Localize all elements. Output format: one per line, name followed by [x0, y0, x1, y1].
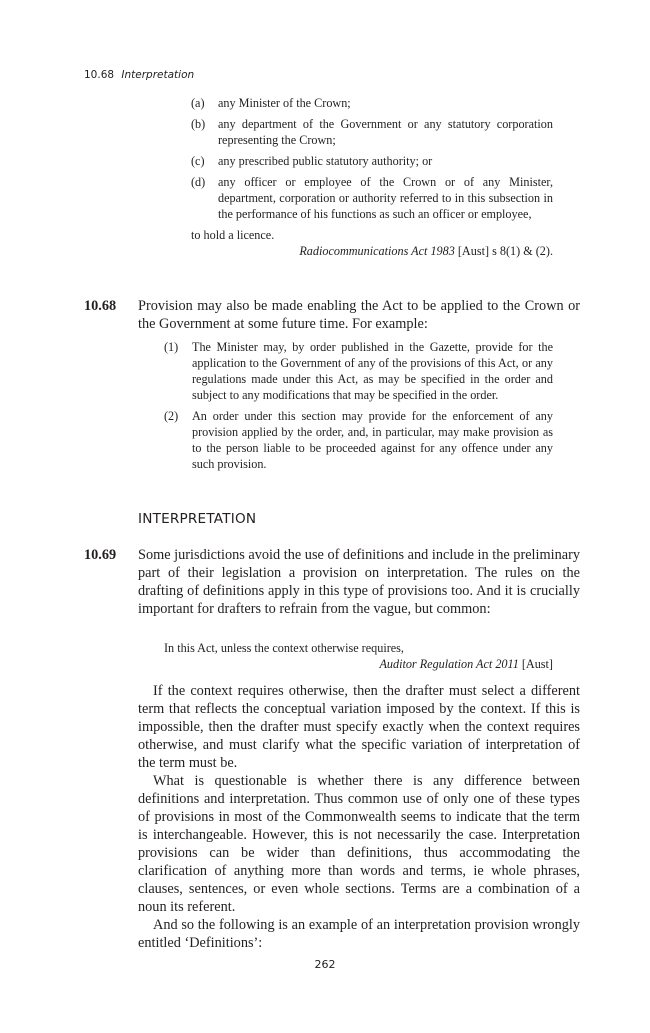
quote-item-text: any Minister of the Crown;: [218, 96, 351, 110]
order-item-text: The Minister may, by order published in the Gazette, provide for the application to the Government of any of the provisions of this Act, or any regulations made under this Act, as may be specified in the order and subject to any modifications that may be specified in the order.: [192, 340, 553, 402]
order-item-marker: (2): [164, 409, 179, 423]
quote-item-d: [191, 174, 553, 222]
running-head-number: 10.68: [84, 69, 115, 81]
quote-item-c: [191, 153, 553, 169]
quote-item-text: any officer or employee of the Crown or of any Minister, department, corporation or authority referred to in this subsection in the performance of his functions as such an officer or employee,: [218, 175, 553, 221]
quote-item-marker: (c): [191, 154, 205, 168]
example-quote-text: In this Act, unless the context otherwise requires,: [164, 641, 404, 655]
body-paragraph: If the context requires otherwise, then the drafter must select a different term that reflects the conceptual variation imposed by the context. If this is impossible, then the drafter must specify exactly when the context requires otherwise, and must clarify what the specific variation of interpretation of the term must be.: [138, 683, 580, 771]
quote-item-marker: (b): [191, 117, 206, 131]
example-quote: [164, 640, 553, 672]
statutory-quote: [191, 95, 553, 259]
body-paragraph: What is questionable is whether there is any difference between definitions and interpretation. Thus common use of only one of these types of provisions in most of the Commonwealth seems to indicate that the term is interchangeable. However, this is not necessarily the case. Interpretation provisions can be wider than definitions, thus accommodating the clarification of anything more than words and terms, ie whole phrases, clauses, sentences, or even whole sections. Terms are a combination of a noun its referent.: [138, 773, 580, 915]
running-head-title: Interpretation: [121, 69, 195, 81]
citation-act-title: Radiocommunications Act 1983: [299, 244, 455, 258]
citation-section: [Aust] s 8(1) & (2).: [454, 244, 553, 258]
section-heading: INTERPRETATION: [138, 511, 257, 527]
citation-act-title: Auditor Regulation Act 2011: [379, 657, 519, 671]
paragraph-10-69-body: [138, 682, 580, 952]
citation-jurisdiction: [Aust]: [518, 657, 553, 671]
paragraph-text: Some jurisdictions avoid the use of definitions and include in the preliminary part of their legislation a provision on interpretation. The rules on the drafting of definitions apply in this type of provisions too. And it is crucially important for drafters to refrain from the vague, but common:: [138, 547, 580, 617]
quote-item-marker: (d): [191, 175, 206, 189]
quote-item-marker: (a): [191, 96, 205, 110]
body-paragraph: And so the following is an example of an interpretation provision wrongly entitled ‘Definitions’:: [138, 917, 580, 951]
quote-item-a: [191, 95, 553, 111]
order-item-marker: (1): [164, 340, 179, 354]
paragraph-number-10-69: 10.69: [84, 547, 117, 563]
quote-item-b: [191, 116, 553, 148]
order-item-text: An order under this section may provide for the enforcement of any provision applied by the order, and, in particular, may make provision as to the person liable to be proceeded against for any offence under any such provision.: [192, 409, 553, 471]
paragraph-10-69: [138, 546, 580, 618]
order-item-2: [164, 408, 553, 472]
order-provisions-quote: [164, 339, 553, 477]
quote-closing-line: to hold a licence.: [191, 228, 275, 242]
example-quote-citation: [164, 656, 553, 672]
paragraph-text: Provision may also be made enabling the Act to be applied to the Crown or the Government at some future time. For example:: [138, 298, 580, 332]
quote-item-text: any prescribed public statutory authority; or: [218, 154, 433, 168]
quote-citation: [191, 243, 553, 259]
paragraph-number-10-68: 10.68: [84, 298, 117, 314]
order-item-1: [164, 339, 553, 403]
running-head: [84, 68, 194, 82]
page-number: 262: [314, 958, 336, 971]
quote-item-text: any department of the Government or any statutory corporation representing the Crown;: [218, 117, 553, 147]
paragraph-10-68: [138, 297, 580, 333]
